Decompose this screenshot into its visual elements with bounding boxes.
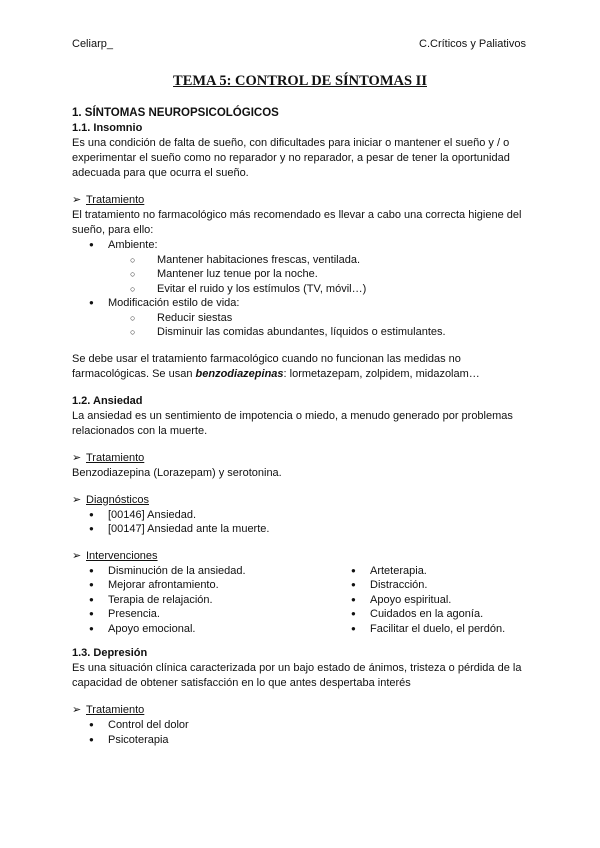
depresion-heading: 1.3. Depresión: [72, 647, 148, 659]
list-item: ● Modificación estilo de vida:: [72, 296, 530, 311]
arrow-icon: ➢: [72, 194, 82, 206]
intervenciones-list-left: [72, 564, 334, 637]
list-item: ● Control del dolor: [72, 718, 530, 733]
list-item: ● [00146] Ansiedad.: [72, 508, 530, 523]
depresion-tratamiento-list: [72, 718, 530, 747]
list-item: ○ Reducir siestas: [72, 311, 530, 326]
list-item: ● Apoyo espiritual.: [334, 593, 530, 608]
list-item: ● Terapia de relajación.: [72, 593, 334, 608]
ansiedad-definition: La ansiedad es un sentimiento de impotencia o miedo, a menudo generado por problemas relacionados con la muerte.: [72, 409, 513, 437]
intervenciones-list-right: [334, 564, 530, 637]
insomnio-tratamiento-subheading: ➢ Tratamiento: [72, 194, 145, 206]
depresion-tratamiento-subheading: ➢ Tratamiento: [72, 704, 145, 716]
depresion-definition: Es una situación clínica caracterizada por un bajo estado de ánimos, tristeza o pérdida de la capacidad de obtener satisfacción en lo que antes despertaba interés: [72, 662, 522, 689]
ansiedad-tratamiento-subheading: ➢ Tratamiento: [72, 451, 145, 464]
list-item: ● Disminución de la ansiedad.: [72, 564, 334, 579]
list-item: ○ Disminuir las comidas abundantes, líquidos o estimulantes.: [72, 325, 530, 340]
list-item: ● Facilitar el duelo, el perdón.: [334, 622, 530, 637]
insomnio-definition: Es una condición de falta de sueño, con dificultades para iniciar o mantener el sueño y / o experimentar el sueño como no reparador y no reparador, a pesar de tener la oportunidad adecuada para que ocurra el sueño.: [72, 137, 510, 179]
document-body: [72, 106, 530, 747]
list-item: ○ Mantener luz tenue por la noche.: [72, 267, 530, 282]
list-item: ○ Mantener habitaciones frescas, ventilada.: [72, 253, 530, 268]
list-item: ● Distracción.: [334, 578, 530, 593]
insomnio-tratamiento-text: El tratamiento no farmacológico más recomendado es llevar a cabo una correcta higiene del sueño, para ello:: [72, 209, 522, 236]
page-title: TEMA 5: CONTROL DE SÍNTOMAS II: [173, 73, 427, 89]
diagnosticos-subheading: ➢ Diagnósticos: [72, 493, 149, 506]
drug-name: benzodiazepinas: [195, 367, 284, 380]
list-item: ● Apoyo emocional.: [72, 622, 334, 637]
list-item: ● Ambiente:: [72, 238, 530, 253]
arrow-icon: ➢: [72, 549, 82, 562]
list-item: ● Cuidados en la agonía.: [334, 607, 530, 622]
section-heading: 1. SÍNTOMAS NEUROPSICOLÓGICOS: [72, 107, 279, 119]
intervenciones-subheading: ➢ Intervenciones: [72, 549, 158, 562]
ansiedad-tratamiento-text: Benzodiazepina (Lorazepam) y serotonina.: [72, 466, 282, 479]
arrow-icon: ➢: [72, 451, 82, 464]
list-item: ● Presencia.: [72, 607, 334, 622]
list-item: ● Arteterapia.: [334, 564, 530, 579]
intervenciones-columns: [72, 564, 530, 637]
list-item: ● Mejorar afrontamiento.: [72, 578, 334, 593]
diagnosticos-list: [72, 508, 530, 537]
arrow-icon: ➢: [72, 493, 82, 506]
header-course: C.Críticos y Paliativos: [419, 38, 526, 50]
insomnio-farmacologico-text: Se debe usar el tratamiento farmacológico cuando no funcionan las medidas no farmacológicas. Se usan benzodiazepinas: lormetazepam, zolpidem, midazolam…: [72, 352, 480, 380]
ansiedad-heading: 1.2. Ansiedad: [72, 394, 143, 407]
list-item: ● Psicoterapia: [72, 733, 530, 748]
list-item: ● [00147] Ansiedad ante la muerte.: [72, 522, 530, 537]
arrow-icon: ➢: [72, 704, 82, 716]
header-author: Celiarp_: [72, 38, 113, 50]
insomnio-heading: 1.1. Insomnio: [72, 122, 143, 134]
higiene-list: [72, 238, 530, 340]
list-item: ○ Evitar el ruido y los estímulos (TV, móvil…): [72, 282, 530, 297]
